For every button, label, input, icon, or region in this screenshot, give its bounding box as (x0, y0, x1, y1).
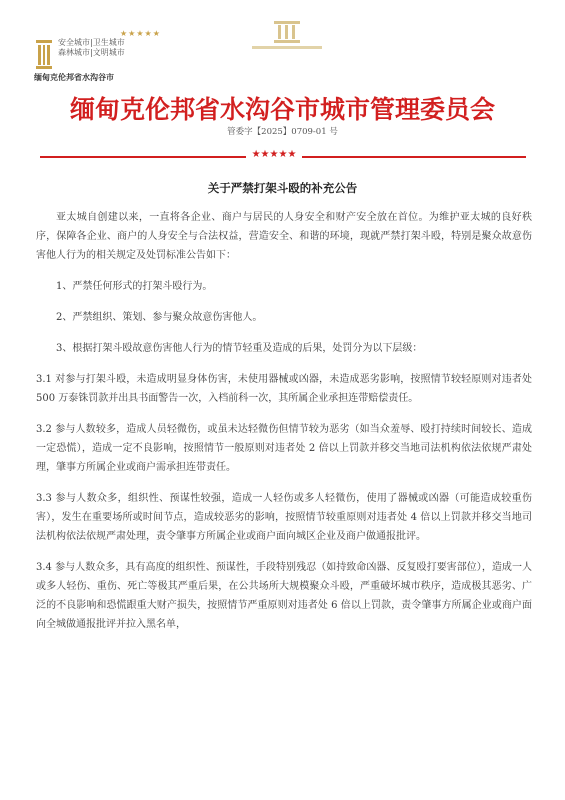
intro-paragraph: 亚太城自创建以来，一直将各企业、商户与居民的人身安全和财产安全放在首位。为维护亚太城的良好秩序，保障各企业、商户的人身安全与合法权益，营造安全、和谐的环境，现就严禁打架斗殴，特别是聚众故意伤害他人行为的相关规定及处罚标准公告如下： (36, 212, 532, 261)
notice-body (36, 208, 532, 634)
red-divider-right (302, 156, 526, 158)
center-emblem-caption (252, 46, 322, 49)
rule-item-3: 3、根据打架斗殴故意伤害他人行为的情节轻重及造成的后果，处罚分为以下层级： (56, 343, 423, 354)
divider-stars: ★★★★★ (251, 149, 297, 160)
penalty-level-3-2: 3.2 参与人数较多，造成人员轻微伤，或虽未达轻微伤但情节较为恶劣（如当众羞辱、殴打持续时间较长、造成一定恐慌），造成一定不良影响，按照情节一般原则对违者处 2 倍以上罚款并移交当地司法机构依法依规严肃处理，肇事方所属企业或商户需承担连带责任。 (36, 424, 532, 473)
penalty-level-3-4: 3.4 参与人数众多，具有高度的组织性、预谋性，手段特别残忍（如持致命凶器、反复殴打要害部位），造成一人或多人轻伤、重伤、死亡等极其严重后果，在公共场所大规模聚众斗殴，严重破坏城市秩序，造成极其恶劣、广泛的不良影响和恐慌跟重大财产损失，按照情节严重原则对违者处 6 倍以上罚款，责令肇事方所属企业或商户面向全城做通报批评并拉入黑名单， (36, 562, 532, 630)
logo-stars: ★★★★★ (120, 29, 161, 38)
rule-item-1: 1、严禁任何形式的打架斗殴行为。 (56, 281, 213, 292)
penalty-level-3-3: 3.3 参与人数众多，组织性、预谋性较强，造成一人轻伤或多人轻微伤，使用了器械或凶器（可能造成较重伤害），发生在重要场所或时间节点，造成较恶劣的影响，按照情节较重原则对违者处 4 倍以上罚款并移交当地司法机构依法依规严肃处理，责令肇事方所属企业或商户面向城区企业及商户做通报批评。 (36, 493, 532, 542)
logo-line-2: 森林城市|文明城市 (58, 48, 125, 57)
document-number: 管委字【2025】0709-01 号 (227, 127, 338, 137)
rule-item-2: 2、严禁组织、策划、参与聚众故意伤害他人。 (56, 312, 263, 323)
pillar-logo-icon (34, 38, 54, 72)
city-honors-logo (34, 29, 161, 72)
penalty-level-3-1: 3.1 对参与打架斗殴，未造成明显身体伤害，未使用器械或凶器，未造成恶劣影响，按照情节较轻原则对违者处 500 万泰铢罚款并出具书面警告一次，入档前科一次，其所属企业承担连带赔偿责任。 (36, 374, 532, 404)
notice-subtitle: 关于严禁打架斗殴的补充公告 (207, 181, 358, 195)
center-emblem-icon (270, 20, 304, 44)
logo-city-name: 缅甸克伦邦省水沟谷市 (34, 73, 114, 82)
document-title: 缅甸克伦邦省水沟谷市城市管理委员会 (69, 95, 495, 124)
red-divider-left (40, 156, 246, 158)
logo-line-1: 安全城市|卫生城市 (58, 38, 125, 47)
